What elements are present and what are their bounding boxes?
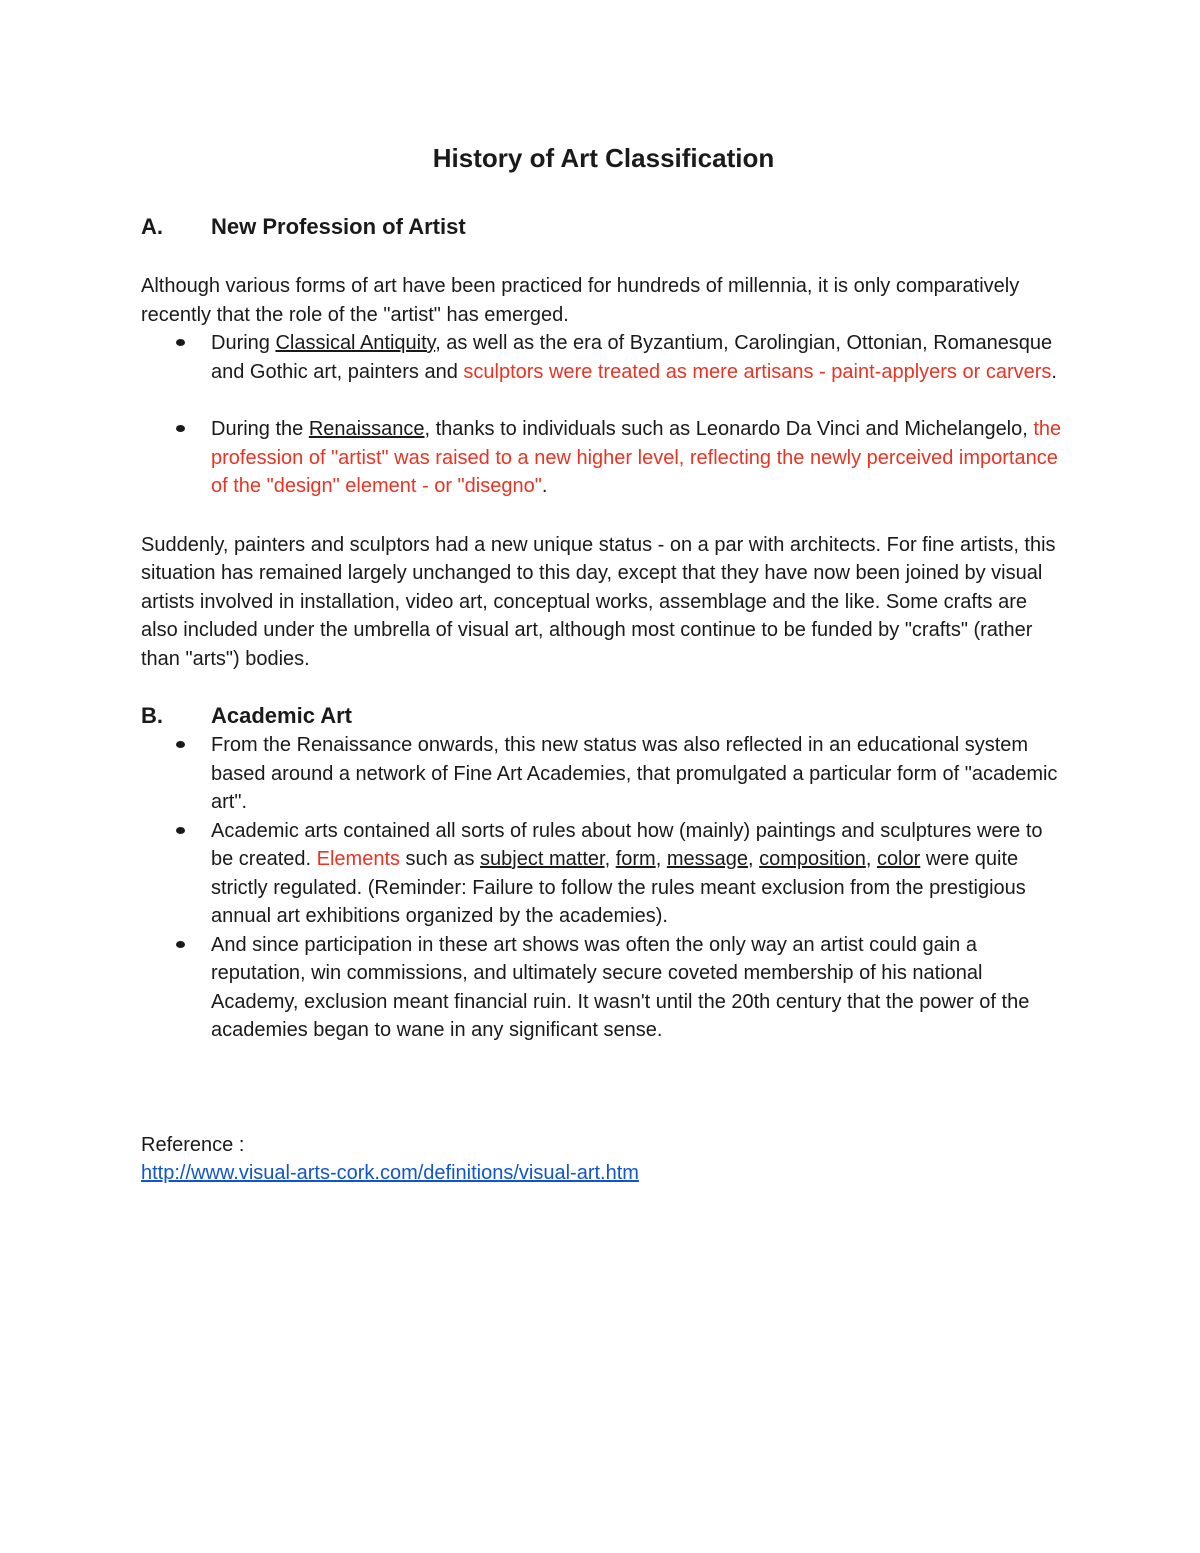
section-a-intro: Although various forms of art have been practiced for hundreds of millennia, it is only comparatively recently that the role of the "artist" has emerged. [141,275,1020,326]
list-item: During the Renaissance, thanks to individuals such as Leonardo Da Vinci and Michelangelo, the profession of "artist" was raised to a new higher level, reflecting the newly perceived importance of the "design" element - or "disegno". [211,415,1066,501]
highlighted-text: Elements [316,848,400,870]
document-body [141,140,1066,1188]
list-item: Academic arts contained all sorts of rules about how (mainly) paintings and sculptures were to be created. Elements such as subject matter, form, message, composition, color were quite strictly regulated. (Reminder: Failure to follow the rules meant exclusion from the prestigious annual art exhibitions organized by the academies). [211,817,1066,931]
reference-link[interactable]: http://www.visual-arts-cork.com/definitions/visual-art.htm [141,1162,639,1184]
reference-label: Reference : [141,1133,245,1156]
highlighted-text: the profession of "artist" was raised to a new higher level, reflecting the newly perceived importance of the "design" element - or "disegno" [211,418,1062,497]
term-renaissance: Renaissance [308,418,425,440]
bullet-icon [176,827,185,834]
section-a-letter: A. [141,214,163,239]
section-a-list [141,329,1066,501]
section-b-letter: B. [141,703,163,728]
section-b-title: Academic Art [211,703,353,728]
term-subject-matter: subject matter [480,848,605,870]
bullet-icon [176,425,185,432]
list-item: During Classical Antiquity, as well as the era of Byzantium, Carolingian, Ottonian, Romanesque and Gothic art, painters and sculptors were treated as mere artisans - paint-applyers or carvers. [211,329,1066,386]
section-a-closing: Suddenly, painters and sculptors had a new unique status - on a par with architects. For fine artists, this situation has remained largely unchanged to this day, except that they have now been joined by visual artists involved in installation, video art, conceptual works, assemblage and the like. Some crafts are also included under the umbrella of visual art, although most continue to be funded by "crafts" (rather than "arts") bodies. [141,533,1056,670]
bullet-icon [176,941,185,948]
term-composition: composition [759,848,866,870]
page-title: History of Art Classification [432,143,775,173]
reference-paragraph [141,1159,1066,1188]
section-a-heading [141,212,1066,242]
bullet-icon [176,741,185,748]
list-item: And since participation in these art shows was often the only way an artist could gain a reputation, win commissions, and ultimately secure coveted membership of his national Academy, exclusion meant financial ruin. It wasn't until the 20th century that the power of the academies began to wane in any significant sense. [211,931,1066,1045]
section-b-list [141,731,1066,1045]
term-classical-antiquity: Classical Antiquity [275,332,436,354]
term-color: color [876,848,921,870]
highlighted-text: sculptors were treated as mere artisans - paint-applyers or carvers [463,360,1052,383]
bullet-icon [176,339,185,346]
list-item: From the Renaissance onwards, this new status was also reflected in an educational system based around a network of Fine Art Academies, that promulgated a particular form of "academic art". [211,731,1066,817]
section-b-heading [141,701,1066,731]
term-message: message [666,848,748,870]
term-form: form [615,848,656,870]
section-a-title: New Profession of Artist [211,214,466,239]
